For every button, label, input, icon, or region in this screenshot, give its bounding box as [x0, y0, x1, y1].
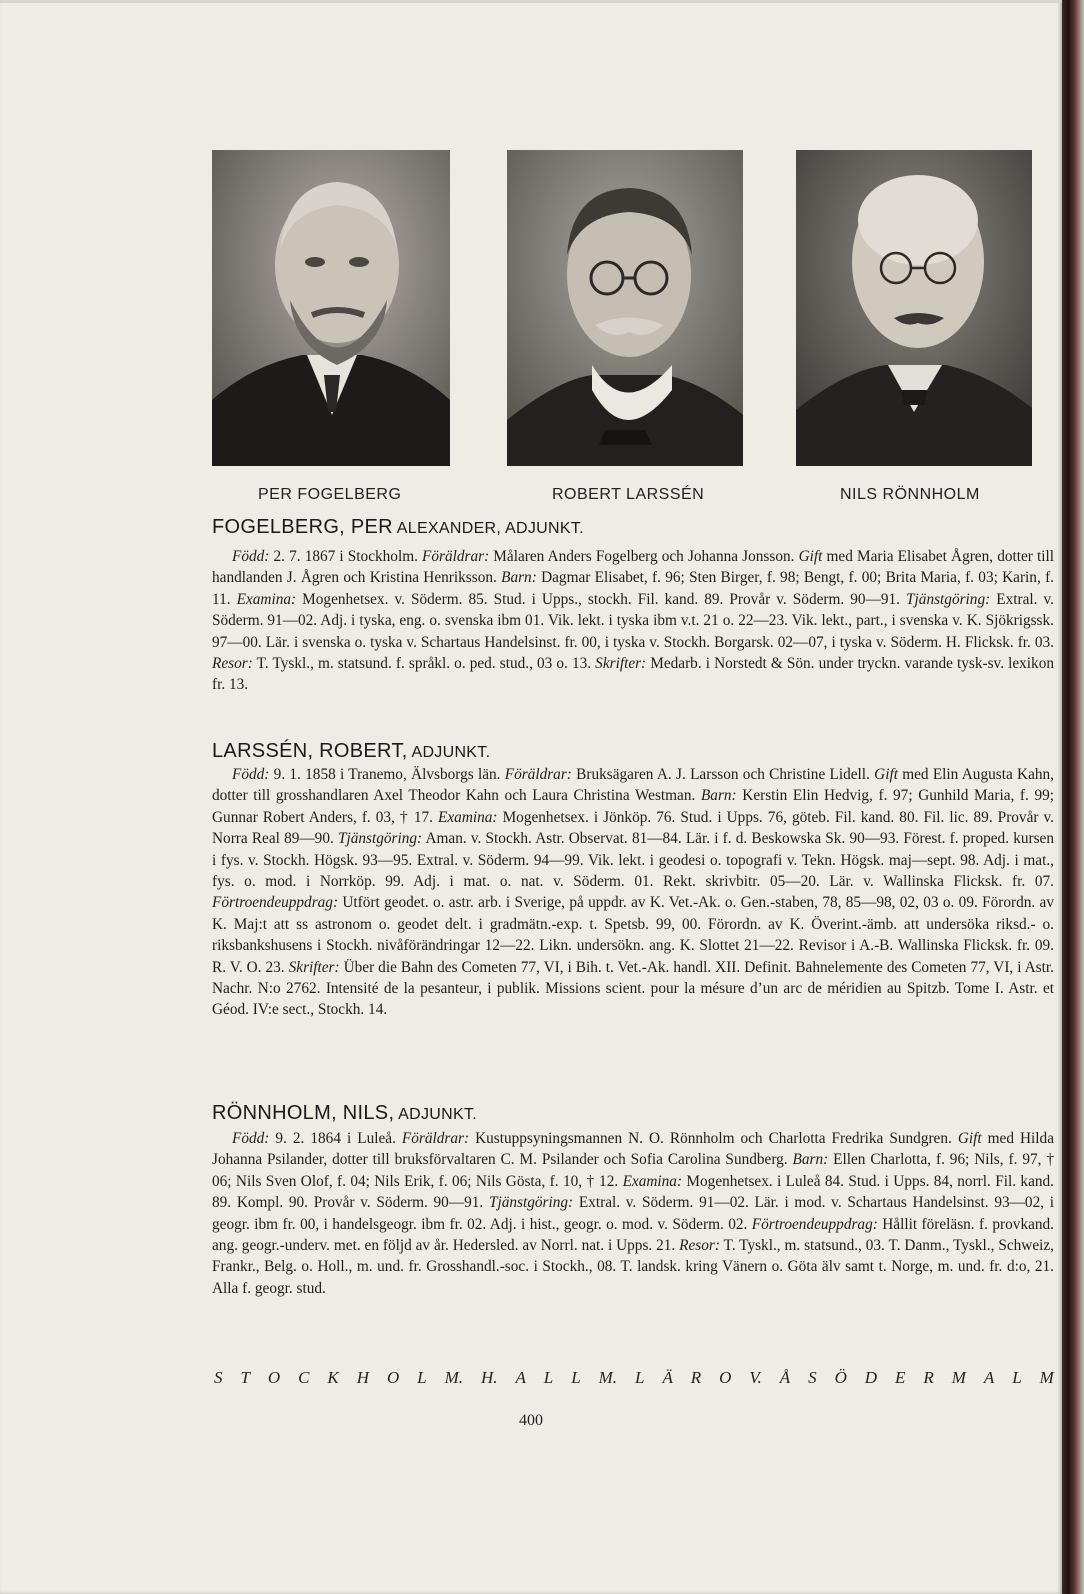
portrait-photo-2	[507, 150, 743, 466]
entry-body-ronnholm	[212, 1128, 1054, 1299]
footer-letter: H.	[480, 1368, 498, 1387]
field-label: Tjänstgöring:	[488, 1194, 574, 1212]
portrait-bald-man-glasses-icon	[796, 150, 1032, 466]
portrait-photo-1	[212, 150, 450, 466]
portrait-photo-3	[796, 150, 1032, 466]
footer-letter: D	[864, 1368, 878, 1387]
field-text: 9. 2. 1864 i Luleå.	[269, 1130, 402, 1147]
footer-letter: O	[719, 1368, 732, 1387]
entry-rank: ADJUNKT.	[407, 744, 491, 761]
field-text: Kerstin Elin Hedvig, f. 97; Gunhild Maria, f. 99; Gunnar Robert Anders, f. 03, † 17.	[212, 787, 1055, 826]
field-text: Mogenhetsex. i Jönköp. 76. Stud. i Upps. 76, göteb. Fil. kand. 80. Fil. lic. 89. Provår v. Norra Real 89—90.	[212, 808, 1054, 848]
field-text: Mogenhetsex. i Luleå 84. Stud. i Upps. 84, norrl. Fil. kand. 89. Kompl. 90. Provår v. Söderm. 90—91.	[212, 1172, 1054, 1212]
field-label: Gift	[798, 548, 823, 565]
footer-letter: E	[895, 1368, 906, 1387]
portrait-man-glasses-icon	[507, 150, 743, 466]
field-text: Mogenhetsex. v. Söderm. 85. Stud. i Upps., stockh. Fil. kand. 89. Provår v. Söderm. 90—91.	[296, 590, 907, 608]
field-label: Föräldrar:	[422, 548, 490, 565]
field-text: Extral. v. Söderm. 91—02. Lär. i mod. v. Schartaus Handelsinst. 93—02, i geogr. ibm fr. 00, i handelsgeogr. ibm fr. 02. Adj. i hist., geogr. o. mod. v. Söderm. 02.	[212, 1194, 1055, 1233]
top-rule	[0, 0, 1062, 3]
field-label: Gift	[957, 1130, 982, 1147]
field-label: Tjänstgöring:	[906, 590, 991, 608]
field-label: Skrifter:	[595, 655, 647, 673]
portrait-caption-1: PER FOGELBERG	[258, 486, 402, 503]
field-text: 9. 1. 1858 i Tranemo, Älvsborgs län.	[269, 766, 505, 783]
entry-surname: LARSSÉN, ROBERT,	[212, 740, 408, 762]
footer-letter: K	[327, 1368, 339, 1387]
footer-letter: L	[1012, 1368, 1022, 1387]
footer-letter: L	[543, 1368, 554, 1387]
portrait-bearded-man-icon	[212, 150, 450, 466]
field-text: Målaren Anders Fogelberg och Johanna Jonsson.	[489, 548, 799, 565]
entry-heading-larssen	[212, 740, 490, 763]
field-label: Född:	[232, 1130, 270, 1147]
footer-letter: A	[983, 1368, 995, 1387]
footer-letter: Ö	[834, 1368, 847, 1387]
field-label: Född:	[232, 548, 270, 565]
field-label: Barn:	[792, 1151, 829, 1169]
field-text: 2. 7. 1867 i Stockholm.	[269, 548, 423, 565]
field-text: med Maria Elisabet Ågren, dotter till handlanden J. Ågren och Kristina Henriksson.	[212, 548, 1054, 587]
portrait-caption-3: NILS RÖNNHOLM	[840, 486, 980, 503]
field-label: Examina:	[438, 808, 498, 826]
footer-letter: H	[356, 1368, 369, 1387]
footer-letter: O	[267, 1368, 281, 1387]
field-text: Hållit föreläsn. f. provkand. ang. geogr.-underv. met. en följd av år. Hedersled. av Norrl. nat. i Upps. 21.	[212, 1215, 1054, 1255]
footer-letter: R	[690, 1368, 702, 1387]
field-label: Född:	[232, 766, 270, 783]
field-label: Gift	[874, 766, 898, 783]
footer-letter: Å	[779, 1368, 791, 1387]
field-label: Examina:	[622, 1172, 683, 1190]
footer-letter: V.	[749, 1368, 762, 1387]
field-text: med Elin Augusta Kahn, dotter till grosshandlaren Axel Theodor Kahn och Laura Christina Westman.	[212, 766, 1054, 805]
field-text: Ellen Charlotta, f. 96; Nils, f. 97, † 06; Nils Sven Olof, f. 04; Nils Erik, f. 06; Nils Gösta, f. 10, † 12.	[212, 1151, 1054, 1190]
footer-letter: S	[214, 1368, 223, 1387]
field-label: Förtroendeuppdrag:	[751, 1215, 878, 1233]
footer-letter: M.	[444, 1368, 464, 1387]
field-text: T. Tyskl., m. statsund., 03. T. Danm., Tyskl., Schweiz, Frankr., Belg. o. Holl., m. und. fr. Grosshandl.-soc. i Stockh., 08. T. landsk. kring Vänern o. Göta älv samt t. Norge, m. und. fr. d:o, 21. Alla f. geogr. stud.	[212, 1237, 1054, 1297]
footer-letter: L	[571, 1368, 581, 1387]
field-text: med Hilda Johanna Psilander, dotter till bruksförvaltaren C. M. Psilander och Sofia Carolina Sundberg.	[212, 1130, 1054, 1169]
field-text: T. Tyskl., m. statsund. f. språkl. o. ped. stud., 03 o. 13.	[252, 655, 596, 673]
footer-letter: O	[386, 1368, 400, 1387]
field-label: Examina:	[236, 590, 297, 608]
entry-surname: FOGELBERG, PER	[212, 516, 393, 538]
field-label: Föräldrar:	[504, 766, 572, 783]
field-label: Förtroendeuppdrag:	[212, 894, 339, 912]
entry-surname: RÖNNHOLM, NILS,	[212, 1102, 395, 1124]
school-footer	[214, 1368, 1054, 1388]
field-label: Resor:	[212, 655, 253, 673]
footer-letter: T	[240, 1368, 250, 1387]
footer-letter: C	[298, 1368, 310, 1387]
field-text: Bruksägaren A. J. Larsson och Christine Lidell.	[571, 766, 875, 783]
entry-body-fogelberg	[212, 546, 1054, 696]
footer-letter: M	[1039, 1368, 1054, 1387]
footer-letter: R	[923, 1368, 934, 1387]
entry-rank: ADJUNKT.	[394, 1106, 478, 1123]
book-edge	[1062, 0, 1084, 1594]
portrait-caption-2: ROBERT LARSSÉN	[552, 486, 705, 503]
entry-body-larssen	[212, 764, 1054, 1021]
footer-letter: S	[808, 1368, 817, 1387]
field-label: Föräldrar:	[401, 1130, 470, 1147]
field-text: Utfört geodet. o. astr. arb. i Sverige, på uppdr. av K. Vet.-Ak. o. Gen.-staben, 78, 85—98, 02, 03 o. 09. Förordn. av K. Maj:t att ss astronom o. geodet delt. i gradmätn.-exp. t. Spetsb. 99, 00. Förordn. av K. Överint.-ämb. att undersöka riksd.- o. riksbankshusens i Stockh. nivåförändringar 12—22. Likn. undersökn. ang. K. Slottet 21—22. Revisor i A.-B. Wallinska Flicksk. fr. 09. R. V. O. 23.	[212, 894, 1054, 976]
field-label: Tjänstgöring:	[337, 830, 423, 848]
page-number: 400	[519, 1412, 543, 1429]
footer-letter: M.	[598, 1368, 618, 1387]
field-text: Dagmar Elisabet, f. 96; Sten Birger, f. 98; Bengt, f. 00; Brita Maria, f. 03; Karin, f. 11.	[212, 569, 1054, 608]
field-label: Barn:	[501, 569, 537, 587]
footer-letter: L	[635, 1368, 645, 1387]
field-label: Resor:	[679, 1237, 720, 1255]
footer-letter: M	[951, 1368, 966, 1387]
entry-heading-ronnholm	[212, 1102, 477, 1125]
entry-rank: ALEXANDER, ADJUNKT.	[392, 520, 584, 537]
field-text: Kustuppsyningsmannen N. O. Rönnholm och Charlotta Fredrika Sundgren.	[469, 1130, 958, 1147]
entry-heading-fogelberg	[212, 516, 584, 539]
field-text: Über die Bahn des Cometen 77, VI, i Bih. t. Vet.-Ak. handl. XII. Definit. Bahnelemente des Cometen 77, VI, i Astr. Nachr. N:o 2762. Intensité de la pesanteur, i publik. Missions scient. pour la mésure d’un arc de méridien au Spitzb. Tome I. Astr. et Géod. IV:e sect., Stockh. 14.	[212, 958, 1054, 1019]
field-label: Skrifter:	[288, 958, 340, 976]
field-text: Extral. v. Söderm. 91—02. Adj. i tyska, eng. o. svenska ibm 01. Vik. lekt. i tyska ibm v.t. 21 o. 22—23. Vik. lekt., part., i svenska v. K. Sjökrigssk. 97—00. Lär. i svenska o. tyska v. Schartaus Handelsinst. fr. 00, i tyska v. Stockh. Borgarsk. 02—07, i tyska v. Söderm. H. Flicksk. fr. 03.	[212, 590, 1055, 651]
field-label: Barn:	[700, 787, 737, 805]
footer-letter: L	[417, 1368, 427, 1387]
footer-letter: Ä	[662, 1368, 673, 1387]
field-text: Medarb. i Norstedt & Sön. under tryckn. varande tysk-sv. lexikon fr. 13.	[212, 655, 1054, 694]
field-text: Aman. v. Stockh. Astr. Observat. 81—84. Lär. i f. d. Beskowska Sk. 90—93. Förest. f. proped. kursen i fys. v. Stockh. Högsk. 93—95. Extral. v. Söderm. 94—99. Vik. lekt. i geodesi o. topografi v. Tekn. Högsk. maj—sept. 98. Adj. i mat., fys. o. mod. i Norrköp. 99. Adj. i mat. o. nat. v. Söderm. 01. Rekt. skrivbitr. 05—20. Lär. v. Wallinska Flicksk. fr. 07.	[212, 830, 1054, 891]
footer-letter: A	[515, 1368, 526, 1387]
